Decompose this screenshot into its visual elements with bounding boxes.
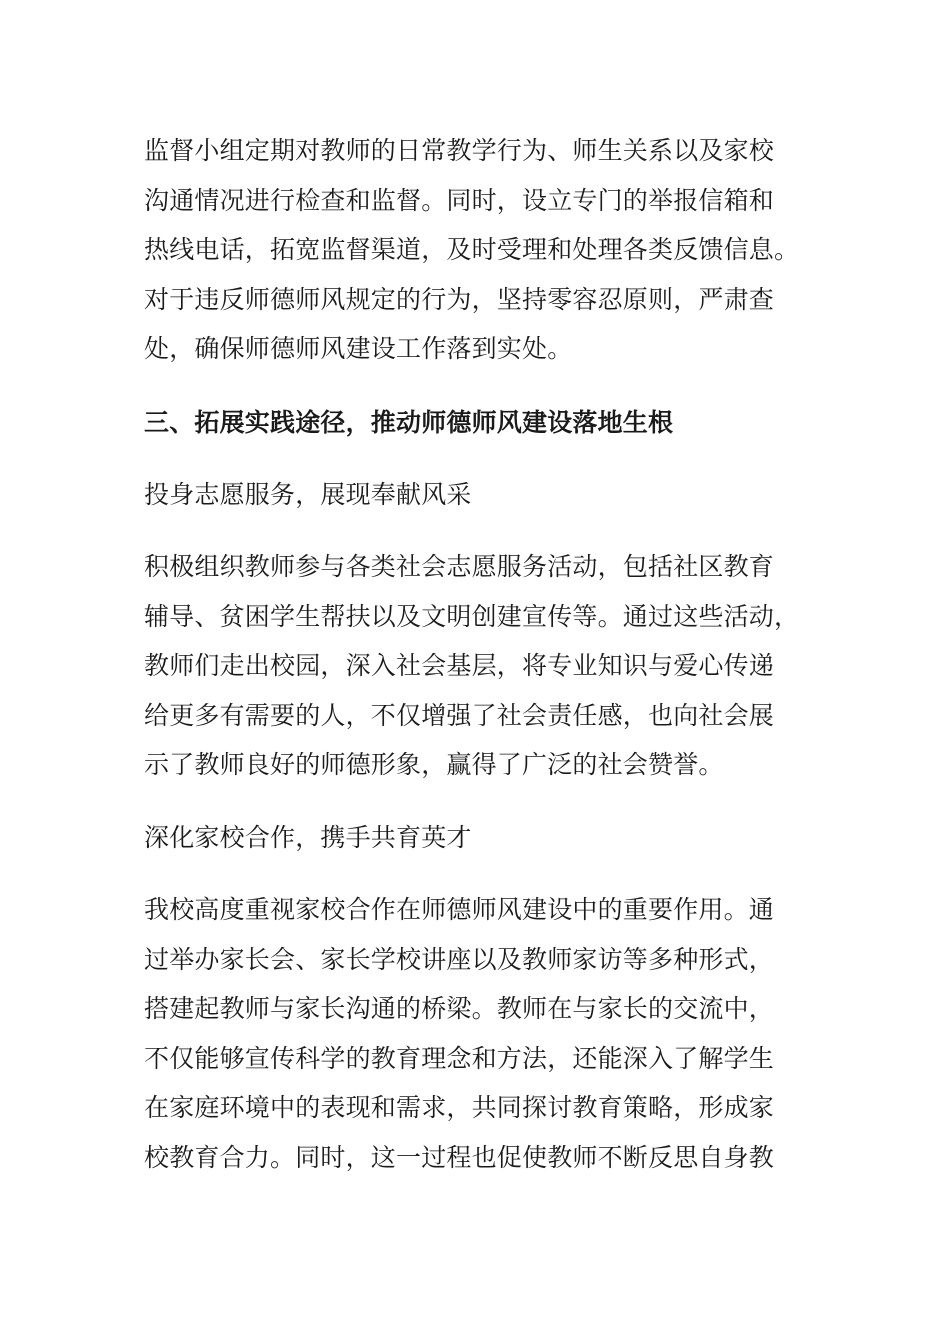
text-line: 搭建起教师与家长沟通的桥梁。教师在与家长的交流中，	[144, 994, 775, 1024]
text-line: 示了教师良好的师德形象，赢得了广泛的社会赞誉。	[144, 750, 724, 780]
text-line: 我校高度重视家校合作在师德师风建设中的重要作用。通	[144, 895, 775, 924]
text-line: 在家庭环境中的表现和需求，共同探讨教育策略，形成家	[144, 1093, 775, 1123]
text-line: 处，确保师德师风建设工作落到实处。	[144, 334, 573, 364]
text-line: 辅导、贫困学生帮扶以及文明创建宣传等。通过这些活动，	[144, 601, 800, 631]
text-line: 沟通情况进行检查和监督。同时，设立专门的举报信箱和	[144, 185, 775, 215]
paragraph-volunteer	[144, 542, 814, 790]
text-line: 给更多有需要的人，不仅增强了社会责任感，也向社会展	[144, 700, 775, 730]
section-heading-text: 三、拓展实践途径，推动师德师风建设落地生根	[144, 408, 674, 437]
subheading-volunteer	[144, 470, 814, 520]
text-line: 不仅能够宣传科学的教育理念和方法，还能深入了解学生	[144, 1043, 775, 1073]
subheading-text: 投身志愿服务，展现奉献风采	[144, 480, 472, 509]
text-line: 过举办家长会、家长学校讲座以及教师家访等多种形式，	[144, 944, 775, 974]
text-line: 热线电话，拓宽监督渠道，及时受理和处理各类反馈信息。	[144, 235, 800, 265]
subheading-text: 深化家校合作，携手共育英才	[144, 823, 472, 852]
text-line: 监督小组定期对教师的日常教学行为、师生关系以及家校	[144, 136, 775, 165]
text-line: 校教育合力。同时，这一过程也促使教师不断反思自身教	[144, 1142, 775, 1172]
paragraph-supervision	[144, 126, 814, 374]
text-line: 教师们走出校园，深入社会基层，将专业知识与爱心传递	[144, 651, 775, 681]
section-heading	[144, 398, 814, 448]
paragraph-home-school	[144, 885, 814, 1183]
text-line: 积极组织教师参与各类社会志愿服务活动，包括社区教育	[144, 552, 775, 581]
subheading-home-school	[144, 813, 814, 863]
text-line: 对于违反师德师风规定的行为，坚持零容忍原则，严肃查	[144, 284, 775, 314]
